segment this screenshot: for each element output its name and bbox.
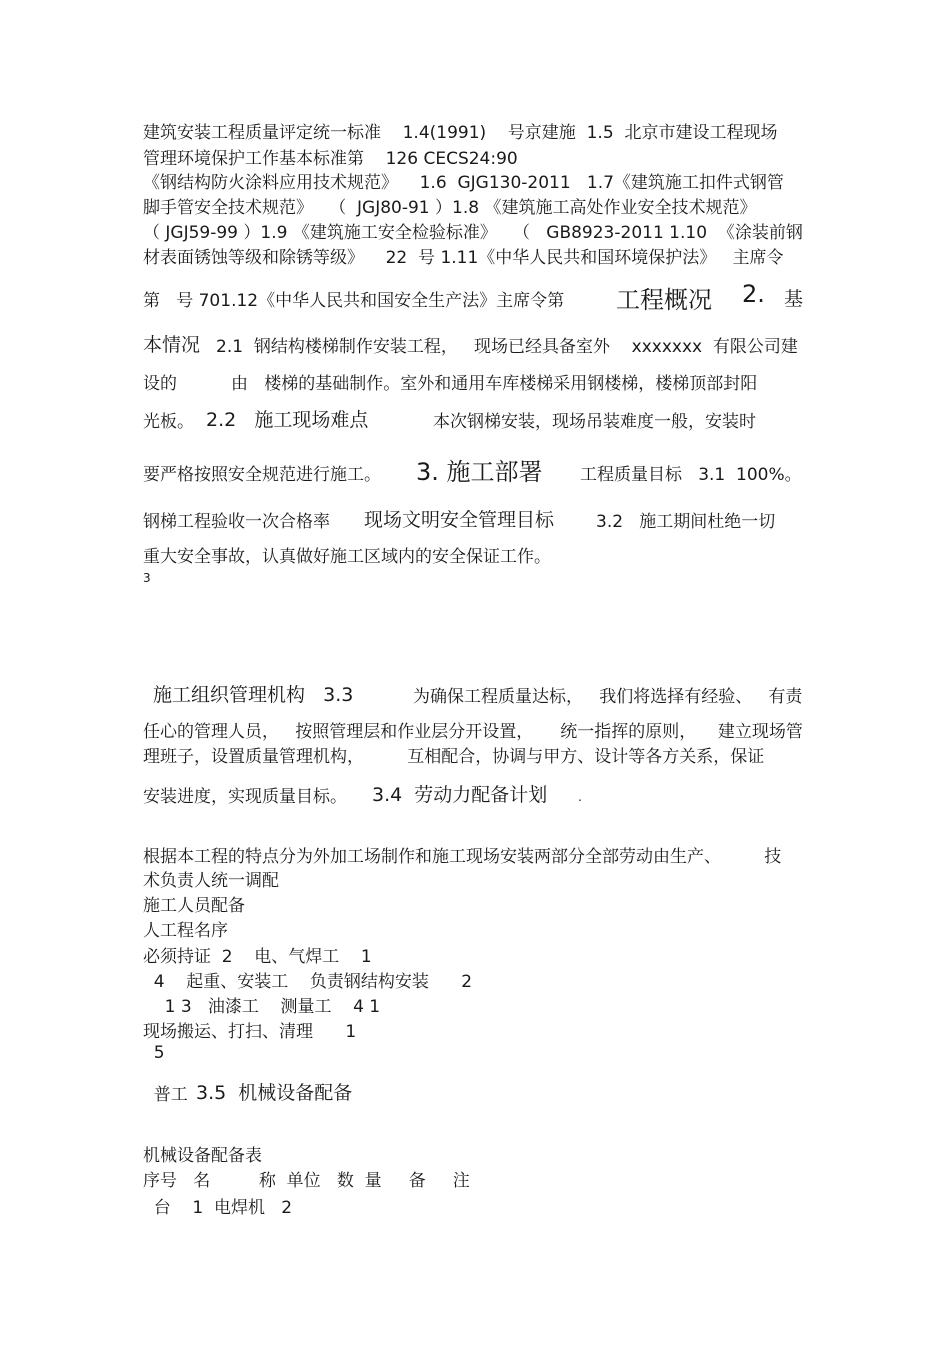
text-line-18: 根据本工程的特点分为外加工场制作和施工现场安装两部分全部劳动由生产、 技	[143, 847, 782, 867]
text-line-9: 设的 由 楼梯的基础制作。室外和通用车库楼梯采用钢楼梯，楼梯顶部封阳	[143, 374, 758, 394]
text-segment: 普工	[143, 1085, 188, 1105]
text-segment: 基	[784, 288, 804, 310]
text-segment: 安装进度，实现质量目标。	[143, 787, 347, 807]
text-line-15: 任心的管理人员， 按照管理层和作业层分开设置， 统一指挥的原则， 建立现场管	[143, 722, 803, 742]
text-line-8	[0, 328, 950, 358]
text-line-21: 人工程名序	[143, 921, 228, 941]
text-line-24: 1 3 油漆工 测量工 4 1	[143, 997, 381, 1017]
table-header: 序号 名 称 单位 数 量 备 注	[143, 1171, 470, 1191]
heading-basic-info: 本情况	[143, 334, 201, 356]
text-line-17	[0, 778, 950, 808]
text-segment: 3.2 施工期间杜绝一切	[596, 512, 776, 532]
heading-labor-plan: 3.4 劳动力配备计划	[372, 784, 548, 806]
text-line-10	[0, 403, 950, 433]
text-line-22: 必须持证 2 电、气焊工 1	[143, 947, 372, 967]
text-line-26: 5	[143, 1043, 165, 1063]
heading-number: 2.	[742, 280, 765, 308]
text-line-14	[0, 678, 950, 708]
text-segment: 本次钢梯安装，现场吊装难度一般，安装时	[433, 412, 756, 432]
text-line-4: 脚手管安全技术规范》 （ JGJ80-91 ）1.8 《建筑施工高处作业安全技术规范》	[143, 198, 757, 218]
text-segment: 工程质量目标 3.1 100%。	[580, 465, 802, 485]
table-row: 台 1 电焊机 2	[143, 1198, 293, 1218]
text-line-13: 重大安全事故，认真做好施工区域内的安全保证工作。	[143, 547, 551, 567]
heading-organization: 施工组织管理机构 3.3	[153, 684, 354, 706]
text-line-7	[0, 280, 950, 314]
text-line-16: 理班子，设置质量管理机构， 互相配合，协调与甲方、设计等各方关系，保证	[143, 747, 765, 767]
text-line-12	[0, 503, 950, 533]
text-line-19: 术负责人统一调配	[143, 871, 279, 891]
heading-site-difficulties: 2.2 施工现场难点	[206, 409, 369, 431]
text-segment: .	[578, 790, 582, 804]
heading-construction-deployment: 3. 施工部署	[416, 458, 543, 486]
text-segment: 2.1 钢结构楼梯制作安装工程， 现场已经具备室外 xxxxxxx 有限公司建	[216, 337, 798, 357]
heading-safety-goal: 现场文明安全管理目标	[364, 509, 555, 531]
text-line-27	[0, 1076, 950, 1106]
text-line-11	[0, 450, 950, 486]
page-number: 3	[143, 571, 151, 585]
heading-equipment: 3.5 机械设备配备	[196, 1082, 353, 1104]
heading-project-overview: 工程概况	[616, 286, 712, 314]
text-line-25: 现场搬运、打扫、清理 1	[143, 1022, 357, 1042]
text-segment: 为确保工程质量达标， 我们将选择有经验、 有责	[413, 687, 803, 707]
text-line-6: 材表面锈蚀等级和除锈等级》 22 号 1.11《中华人民共和国环境保护法》 主席令	[143, 248, 784, 268]
text-line-2: 管理环境保护工作基本标准第 126 CECS24:90	[143, 149, 518, 169]
text-segment: 要严格按照安全规范进行施工。	[143, 465, 381, 485]
text-line-5: （ JGJ59-99 ）1.9 《建筑施工安全检验标准》 （ GB8923-2011 1.10 《涂装前钢	[143, 223, 803, 243]
text-line-1: 建筑安装工程质量评定统一标准 1.4(1991) 号京建施 1.5 北京市建设工程现场	[143, 123, 778, 143]
text-line-20: 施工人员配备	[143, 896, 245, 916]
text-segment: 钢梯工程验收一次合格率	[143, 512, 330, 532]
text-segment: 光板。	[143, 412, 194, 432]
text-line-3: 《钢结构防火涂料应用技术规范》 1.6 GJG130-2011 1.7《建筑施工扣件式钢管	[143, 173, 784, 193]
text-segment: 第 号 701.12《中华人民共和国安全生产法》主席令第	[143, 291, 565, 311]
text-line-23: 4 起重、安装工 负责钢结构安装 2	[143, 972, 473, 992]
table-title: 机械设备配备表	[143, 1146, 262, 1166]
